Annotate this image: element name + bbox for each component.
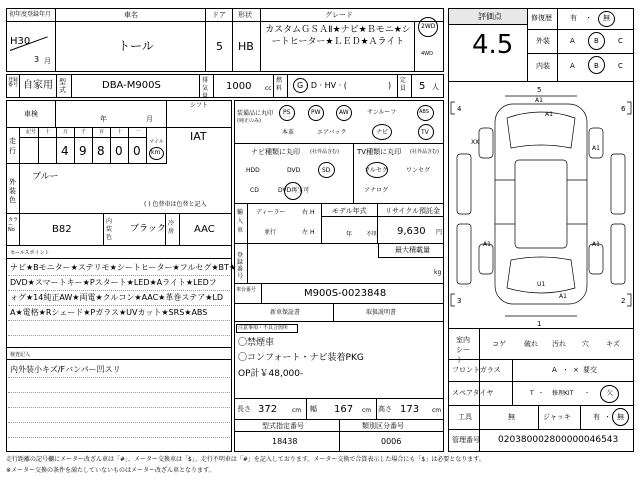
jack-yes: 有: [593, 413, 600, 421]
height-value: 173: [400, 404, 420, 415]
int-b: B: [594, 62, 599, 70]
mileage-digit: 9: [79, 144, 87, 158]
interior-color: ブラック: [130, 224, 166, 234]
reg-num-label: 登録番号: [8, 77, 19, 88]
rule-line: [8, 290, 230, 291]
model-value: DBA-M900S: [102, 80, 161, 91]
seat-koge: コゲ: [492, 340, 506, 348]
mileage-unit-label: 一: [135, 129, 141, 135]
mileage-digit: 4: [61, 144, 69, 158]
model-year-unknown: 不明: [366, 231, 379, 238]
mileage-side-label: 記号: [26, 129, 37, 135]
sales-point-line: ナビ★Bモニター★ステリモ★シートヒーター★フルセグ★BT★: [10, 263, 237, 272]
capacity-unit: 人: [432, 83, 439, 91]
rule-line: [8, 407, 230, 408]
mileage-unit-label: 十: [117, 129, 123, 135]
tv-sub: (社外品含む): [410, 149, 439, 155]
width-value: 167: [334, 404, 354, 415]
nav-title: ナビ種類に丸印: [251, 148, 300, 156]
capacity-value: 5: [419, 81, 426, 92]
mileage-digit: 8: [97, 144, 105, 158]
repair-no: 無: [603, 14, 610, 22]
rule-line: [8, 422, 230, 423]
sales-point-line: ォグ★14純正AW★両電★クルコン★AAC★革巻ステア★LD: [10, 293, 223, 302]
ac-label: 冷房: [168, 220, 175, 235]
diagram-num-2: 2: [621, 297, 626, 305]
inspector-line: 内外装小キズ/Fバンパー凹スリ: [10, 365, 121, 374]
spare-kit: 修理KIT: [552, 390, 574, 397]
height-label: 高さ: [378, 405, 392, 413]
nav-dvd: DVD: [287, 167, 301, 174]
type-spec-label: 型式指定番号: [262, 422, 304, 430]
displacement-label: 排気量: [202, 77, 209, 100]
model-year-label: モデル年式: [332, 207, 367, 215]
spare-label: スペアタイヤ: [452, 389, 494, 397]
drive-4wd: 4WD: [421, 51, 433, 57]
damage-a1-front-right: A1: [592, 145, 600, 152]
footer-line-1: 走行距離の記号欄にメーター改ざん車は「#」、メーター交換車は「$」、走行不明車は「#」を記入しております。メーター交換で合算表示した場合にも「$」は必要となります。: [6, 456, 485, 463]
repair-label: 修復歴: [531, 14, 552, 22]
ac-value: AAC: [194, 224, 215, 235]
grade-value: カスタムＧＳＡⅡ★ナビ★Ｂモニ★シートヒーター★ＬＥＤ★Ａライト: [265, 25, 411, 47]
first-reg-year: H30: [10, 36, 31, 47]
rule-line: [8, 437, 230, 438]
equipment-sub: (純正のみ): [237, 118, 261, 124]
grade-label: グレード: [325, 11, 353, 19]
fuel-close: ): [388, 81, 392, 90]
class-value: 0006: [381, 437, 402, 446]
damage-a1-hood: A1: [545, 111, 553, 118]
mileage-unit-label: 百: [99, 129, 105, 135]
seat-label: 室内シート: [456, 336, 470, 364]
nav-sd: SD: [322, 167, 331, 174]
rule-line: [8, 305, 230, 306]
import-handle-r: H: [310, 209, 315, 216]
nav-hdd: HDD: [246, 167, 260, 174]
exterior-value: ブルー: [32, 172, 59, 182]
tv-title: TV種類に丸印: [357, 148, 402, 156]
damage-xx: XX: [471, 139, 480, 146]
cc-unit: cc: [265, 85, 272, 92]
height-unit: cm: [432, 407, 442, 414]
note-line-3: OP計￥48,000-: [238, 369, 304, 379]
exterior-note: ( ) 色替車は色替と記入: [144, 201, 207, 208]
inspection-year: 年: [100, 115, 107, 123]
damage-a1-rear-left: A1: [483, 241, 491, 248]
fuel-label: 燃料: [276, 77, 283, 92]
import-handle-l: H: [310, 229, 315, 236]
length-unit: cm: [292, 407, 302, 414]
recycle-value: 9,630: [397, 226, 426, 237]
equip-navi: ナビ: [376, 129, 389, 136]
length-label: 長さ: [237, 405, 251, 413]
nav-cd: CD: [250, 187, 259, 194]
windshield-repl: 要交: [583, 366, 597, 374]
model-year-year: 年: [346, 231, 353, 238]
recycle-yen: 円: [436, 229, 443, 236]
equip-leather: 本革: [282, 129, 295, 136]
capacity-label: 定員: [400, 77, 407, 92]
car-damage-diagram: [449, 84, 633, 328]
equip-tv: TV: [421, 129, 429, 136]
load-unit: kg: [434, 269, 442, 276]
windshield-label: フロントガラス: [452, 366, 501, 374]
sales-point-label: セールスポイント: [10, 250, 50, 256]
tv-fullseg: フルセグ: [364, 167, 388, 174]
width-unit: cm: [362, 407, 372, 414]
manual: 取扱説明書: [366, 309, 397, 316]
sales-point-line: DVD★スマートキー★Pスタート★LED★Aライト★LEDフ: [10, 278, 217, 287]
inspection-label: 車検: [24, 110, 38, 118]
sales-point-line: A★電格★Rシェード★Pガラス★UVカット★SRS★ABS: [10, 308, 208, 317]
new-car-warranty: 新車保証書: [270, 309, 301, 316]
note-line-1: 〇禁煙車: [238, 338, 275, 348]
mileage-digit: 0: [115, 144, 123, 158]
import-right: 右: [302, 209, 309, 216]
mileage-digit: 0: [133, 144, 141, 158]
chassis-label: 車台番号: [236, 287, 257, 293]
shift-label: シフト: [190, 102, 209, 109]
footer-line-2: ※メーター交換の条件を満たしていないものはメーター改ざん車となります。: [6, 467, 215, 474]
first-reg-label: 初年度登録年月: [9, 11, 52, 18]
tools-value: 無: [508, 413, 515, 421]
ext-a: A: [570, 37, 575, 45]
diagram-num-5: 5: [537, 86, 542, 94]
door-label: ドア: [212, 11, 226, 19]
shape-value: HB: [238, 40, 254, 53]
fuel-options: G · D · HV · (: [297, 81, 347, 90]
interior-color-label: 内装色: [106, 218, 113, 241]
equip-airbag: エアバック: [317, 129, 347, 136]
mileage-unit-label: 十: [45, 129, 51, 135]
score-value: 4.5: [472, 30, 514, 60]
equip-aw: AW: [339, 109, 349, 116]
load-label: 最大積載量: [395, 246, 430, 254]
exterior-label: 外装色: [9, 178, 16, 204]
chassis-value: M900S-0023848: [304, 288, 387, 299]
ext-label: 外装: [536, 37, 550, 45]
mgmt-label: 管理番号: [452, 436, 480, 444]
mileage-unit-label: 千: [81, 129, 87, 135]
tv-analog: アナログ: [364, 187, 389, 194]
door-value: 5: [216, 40, 223, 53]
rule-line: [8, 275, 230, 276]
first-reg-month: 3: [34, 55, 40, 64]
rule-line: [8, 320, 230, 321]
bracket-marks: [451, 102, 631, 306]
import-parallel: 並行: [264, 229, 277, 236]
rule-line: [8, 377, 230, 378]
jack-no: 無: [617, 413, 624, 421]
seat-yogore: 汚れ: [552, 340, 566, 348]
diagram-num-6: 6: [621, 105, 626, 113]
color-code: B82: [52, 224, 72, 235]
usage-value: 自家用: [23, 80, 53, 91]
seat-ana: 穴: [582, 340, 589, 348]
color-code-label: カラー No: [8, 217, 19, 233]
drive-2wd: 2WD: [421, 23, 436, 30]
shape-label: 形状: [238, 11, 252, 19]
length-value: 372: [258, 404, 278, 415]
damage-u1: U1: [537, 281, 546, 288]
displacement-value: 1000: [226, 81, 252, 92]
mgmt-value: 020380002800000046543: [498, 435, 619, 445]
rule-line: [8, 335, 230, 336]
int-a: A: [570, 62, 575, 70]
nav-sub: (社外品含む): [310, 149, 339, 155]
car-name-label: 車名: [124, 11, 138, 19]
seat-yabure: 破れ: [524, 340, 538, 348]
tv-oneseg: ワンセグ: [406, 167, 431, 174]
diagram-num-4: 4: [457, 105, 462, 113]
repair-yes: 有: [570, 14, 577, 22]
int-c: C: [618, 62, 623, 70]
windshield-x: ×: [573, 366, 579, 374]
car-name: トール: [118, 39, 154, 53]
model-label: 型式: [59, 78, 66, 94]
equip-pw: PW: [311, 109, 321, 116]
mile-unit: マイル: [149, 139, 164, 145]
note-line-2: 〇コンフォート・ナビ装着PKG: [238, 353, 364, 363]
equip-ps: PS: [283, 109, 291, 116]
import-left: 左: [302, 229, 309, 236]
nav-dvd-play: DVD再生可: [278, 187, 310, 194]
rule-line: [8, 392, 230, 393]
import-label: 輸入車: [237, 209, 244, 234]
spare-t: T: [530, 390, 534, 397]
jack-label: ジャッキ: [543, 413, 571, 421]
equipment-label: 装備品に丸印: [237, 110, 274, 117]
int-label: 内装: [536, 62, 550, 70]
ext-b: B: [594, 37, 599, 45]
ext-c: C: [618, 37, 623, 45]
import-dealer: ディーラー: [256, 209, 286, 216]
recycle-label: リサイクル預託金: [385, 207, 441, 215]
equip-abs: ABS: [419, 109, 429, 115]
equip-sunroof: サンルーフ: [367, 109, 397, 116]
seat-kizu: キズ: [606, 340, 620, 348]
windshield-a: A: [552, 366, 557, 374]
shift-value: IAT: [190, 130, 207, 143]
notes-label: 注意事項・不具合箇所: [238, 325, 289, 331]
class-label: 類別区分番号: [362, 422, 404, 430]
damage-a1-rear-right: A1: [592, 241, 600, 248]
score-label: 評価点: [478, 12, 502, 21]
damage-a1-top: A1: [535, 97, 543, 104]
diagram-num-3: 3: [457, 297, 462, 305]
type-spec-value: 18438: [272, 437, 298, 446]
registration-label: 登録番号: [237, 252, 244, 280]
mileage-unit-label: 万: [63, 129, 69, 135]
tools-label: 工具: [458, 413, 472, 421]
mileage-label: 走行: [9, 137, 16, 155]
inspection-month: 月: [146, 115, 153, 123]
diagram-num-1: 1: [537, 320, 542, 328]
km-unit: km: [151, 149, 161, 156]
damage-a1-rear: A1: [559, 293, 567, 300]
spare-missing: 欠: [607, 390, 614, 397]
inspector-label: 検査記入: [10, 352, 31, 358]
month-unit: 月: [44, 57, 51, 65]
width-label: 幅: [310, 405, 317, 413]
